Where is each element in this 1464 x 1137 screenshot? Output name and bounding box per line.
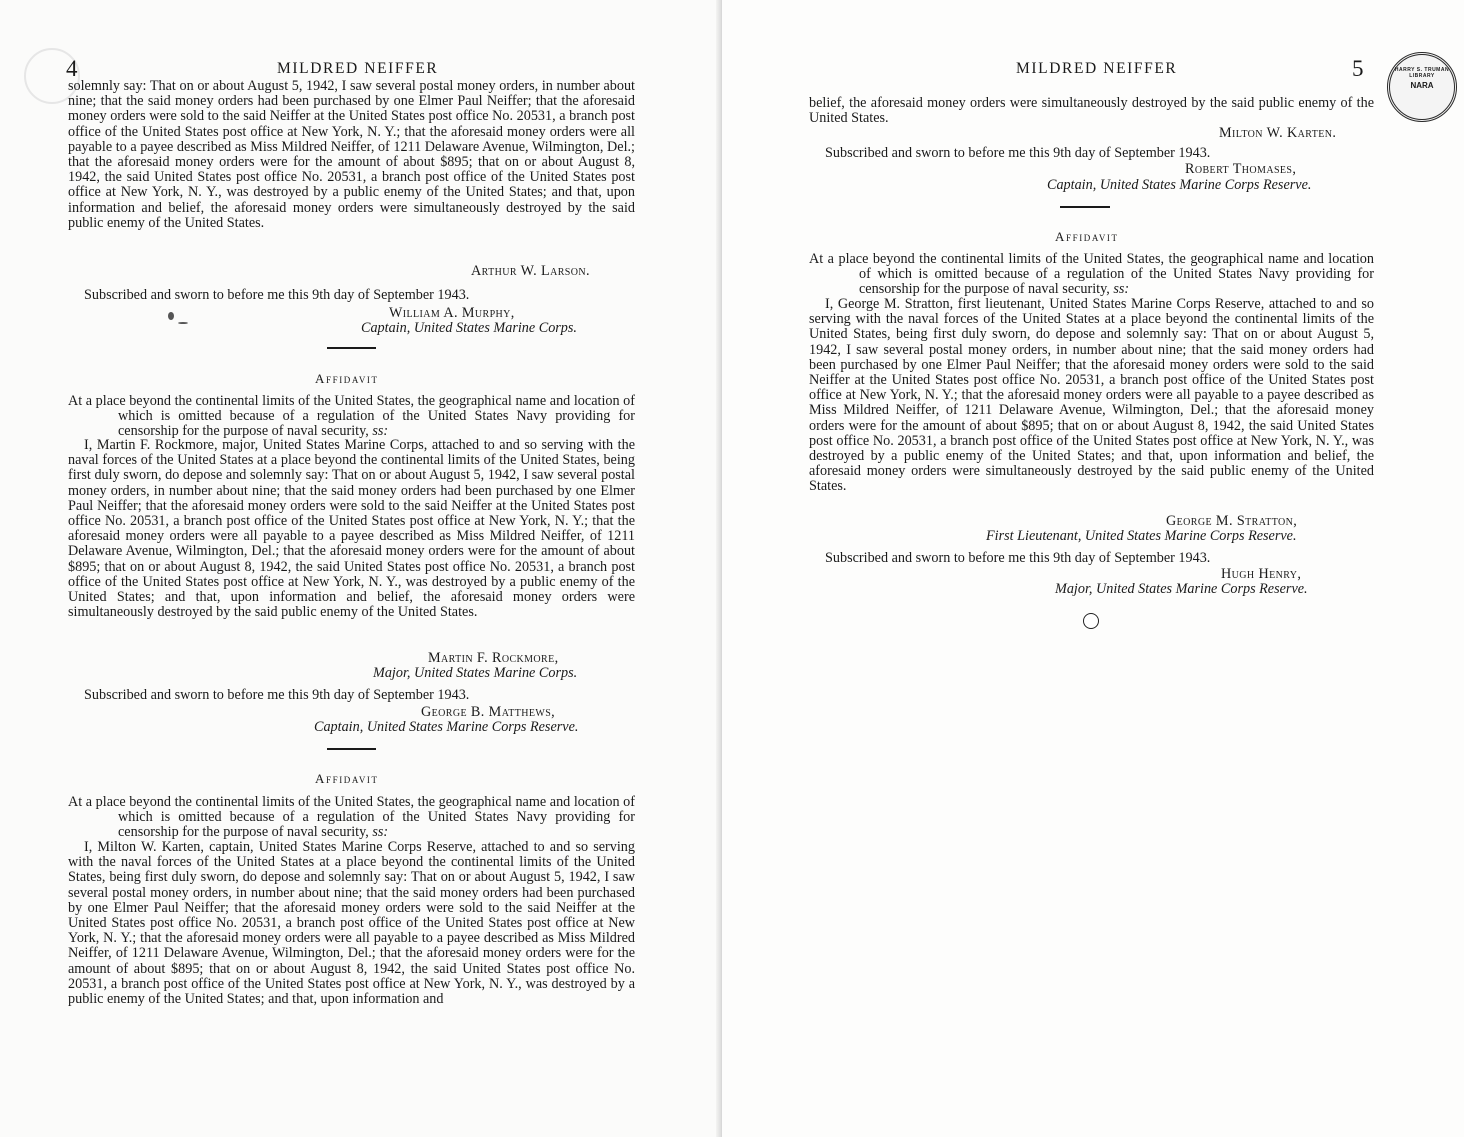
notary-name: William A. Murphy, (389, 305, 515, 321)
affidavit-heading: Affidavit (1055, 229, 1119, 244)
continued-paragraph: solemnly say: That on or about August 5, 1942, I saw several postal money orders, in number about nine; that the said money orders had been purchased by one Elmer Paul Neiffer; that the aforesaid money orders were sold to the said Neiffer at the United States post office No. 20531, a branch post office of the United States post office at New York, N. Y.; that the aforesaid money orders were all payable to a payee described as Miss Mildred Neiffer, of 1211 Delaware Avenue, Wilmington, Del.; that the aforesaid money orders were for the amount of about $895; that on or about August 8, 1942, the said United States post office No. 20531, a branch post office of the United States post office at New York, N. Y., was destroyed by a public enemy of the United States; and that, upon information and belief, the aforesaid money orders were simultaneously destroyed by the said public enemy of the United States. (68, 78, 635, 231)
ss-abbreviation: ss: (1113, 281, 1130, 298)
section-rule (327, 748, 376, 750)
affidavit-body-stratton: I, George M. Stratton, first lieutenant, United States Marine Corps Reserve, attached to and so serving with the naval forces of the United States at a place beyond the continental limits of the United States, being first duly sworn, do depose and solemnly say: That on or about August 5, 1942, I saw several postal money orders, in number about nine; that the said money orders had been purchased by one Elmer Paul Neiffer; that the aforesaid money orders were sold to the said Neiffer at the United States post office No. 20531, a branch post office of the United States post office at New York, N. Y.; that the aforesaid money orders were all payable to a payee described as Miss Mildred Neiffer, of 1211 Delaware Avenue, Wilmington, Del.; that the aforesaid money orders were for the amount of about $895; that on or about August 8, 1942, the said United States post office No. 20531, a branch post office of the United States post office at New York, N. Y., was destroyed by a public enemy of the United States; and that, upon information and belief, the aforesaid money orders were simultaneously destroyed by the said public enemy of the United States. (809, 296, 1374, 495)
notary-title: Captain, United States Marine Corps Reserve. (1047, 177, 1312, 193)
venue-paragraph (809, 252, 1374, 298)
continued-paragraph: belief, the aforesaid money orders were simultaneously destroyed by the said public enemy of the United States. (809, 95, 1374, 127)
page-number: 4 (66, 56, 78, 81)
page-number: 5 (1352, 56, 1364, 81)
ink-speck (178, 322, 188, 324)
sworn-statement: Subscribed and sworn to before me this 9th day of September 1943. (84, 287, 470, 303)
notary-title: Captain, United States Marine Corps Reserve. (314, 719, 579, 735)
affidavit-heading: Affidavit (315, 371, 379, 386)
affidavit-body-rockmore: I, Martin F. Rockmore, major, United States Marine Corps, attached to and so serving with the naval forces of the United States at a place beyond the continental limits of the United States, being first duly sworn, do depose and solemnly say: That on or about August 5, 1942, I saw several postal money orders, in number about nine; that the said money orders had been purchased by one Elmer Paul Neiffer; that the aforesaid money orders were sold to the said Neiffer at the United States post office No. 20531, a branch post office of the United States post office at New York, N. Y.; that the aforesaid money orders were all payable to a payee described as Miss Mildred Neiffer, of 1211 Delaware Avenue, Wilmington, Del.; that the aforesaid money orders were for the amount of about $895; that on or about August 8, 1942, the said United States post office No. 20531, a branch post office of the United States post office at New York, N. Y., was destroyed by a public enemy of the United States; and that, upon information and belief, the aforesaid money orders were simultaneously destroyed by the said public enemy of the United States. (68, 437, 635, 621)
signer-name: Arthur W. Larson. (471, 263, 590, 279)
signer-name: Martin F. Rockmore, (428, 650, 559, 666)
running-head: MILDRED NEIFFER (277, 60, 439, 77)
notary-name: George B. Matthews, (421, 704, 556, 720)
section-rule (327, 347, 376, 349)
venue-paragraph (68, 394, 635, 440)
notary-name: Robert Thomases, (1185, 161, 1297, 177)
venue-text: At a place beyond the continental limits of the United States, the geographical name and location of which is omitted because of a regulation of the United States Navy providing for censorship for the purpose of naval security, (809, 251, 1374, 298)
stamp-label: NARA (1410, 81, 1434, 90)
ink-speck (168, 312, 174, 320)
section-rule (1060, 206, 1110, 208)
affidavit-heading: Affidavit (315, 771, 379, 786)
archive-stamp (1387, 52, 1457, 122)
stamp-arc-text: HARRY S. TRUMAN LIBRARY (1394, 67, 1450, 79)
signer-name: Milton W. Karten. (1219, 125, 1337, 141)
affidavit-body-karten: I, Milton W. Karten, captain, United States Marine Corps Reserve, attached to and so serving with the naval forces of the United States at a place beyond the continental limits of the United States, being first duly sworn, do depose and solemnly say: That on or about August 5, 1942, I saw several postal money orders, in number about nine; that the said money orders had been purchased by one Elmer Paul Neiffer; that the aforesaid money orders were sold to the said Neiffer at the United States post office No. 20531, a branch post office of the United States post office at New York, N. Y.; that the aforesaid money orders were all payable to a payee described as Miss Mildred Neiffer, of 1211 Delaware Avenue, Wilmington, Del.; that the aforesaid money orders were for the amount of about $895; that on or about August 8, 1942, the said United States post office No. 20531, a branch post office of the United States post office at New York, N. Y., was destroyed by a public enemy of the United States; and that, upon information and (68, 839, 635, 1008)
notary-name: Hugh Henry, (1221, 566, 1302, 582)
sworn-statement: Subscribed and sworn to before me this 9th day of September 1943. (84, 687, 470, 703)
sworn-statement: Subscribed and sworn to before me this 9th day of September 1943. (825, 145, 1211, 161)
notary-title: Captain, United States Marine Corps. (361, 320, 577, 336)
signer-name: George M. Stratton, (1166, 513, 1298, 529)
left-page (0, 0, 722, 1137)
venue-text: At a place beyond the continental limits of the United States, the geographical name and location of which is omitted because of a regulation of the United States Navy providing for censorship for the purpose of naval security, (68, 393, 635, 440)
venue-text: At a place beyond the continental limits of the United States, the geographical name and location of which is omitted because of a regulation of the United States Navy providing for censorship for the purpose of naval security, (68, 794, 635, 841)
running-head: MILDRED NEIFFER (1016, 60, 1178, 77)
signer-title: First Lieutenant, United States Marine Corps Reserve. (986, 528, 1297, 544)
ss-abbreviation: ss: (372, 824, 389, 841)
sworn-statement: Subscribed and sworn to before me this 9th day of September 1943. (825, 550, 1211, 566)
right-page (722, 0, 1464, 1137)
signer-title: Major, United States Marine Corps. (373, 665, 578, 681)
notary-title: Major, United States Marine Corps Reserve. (1055, 581, 1308, 597)
punch-hole-mark (1083, 613, 1099, 629)
ss-abbreviation: ss: (372, 423, 389, 440)
venue-paragraph (68, 795, 635, 841)
